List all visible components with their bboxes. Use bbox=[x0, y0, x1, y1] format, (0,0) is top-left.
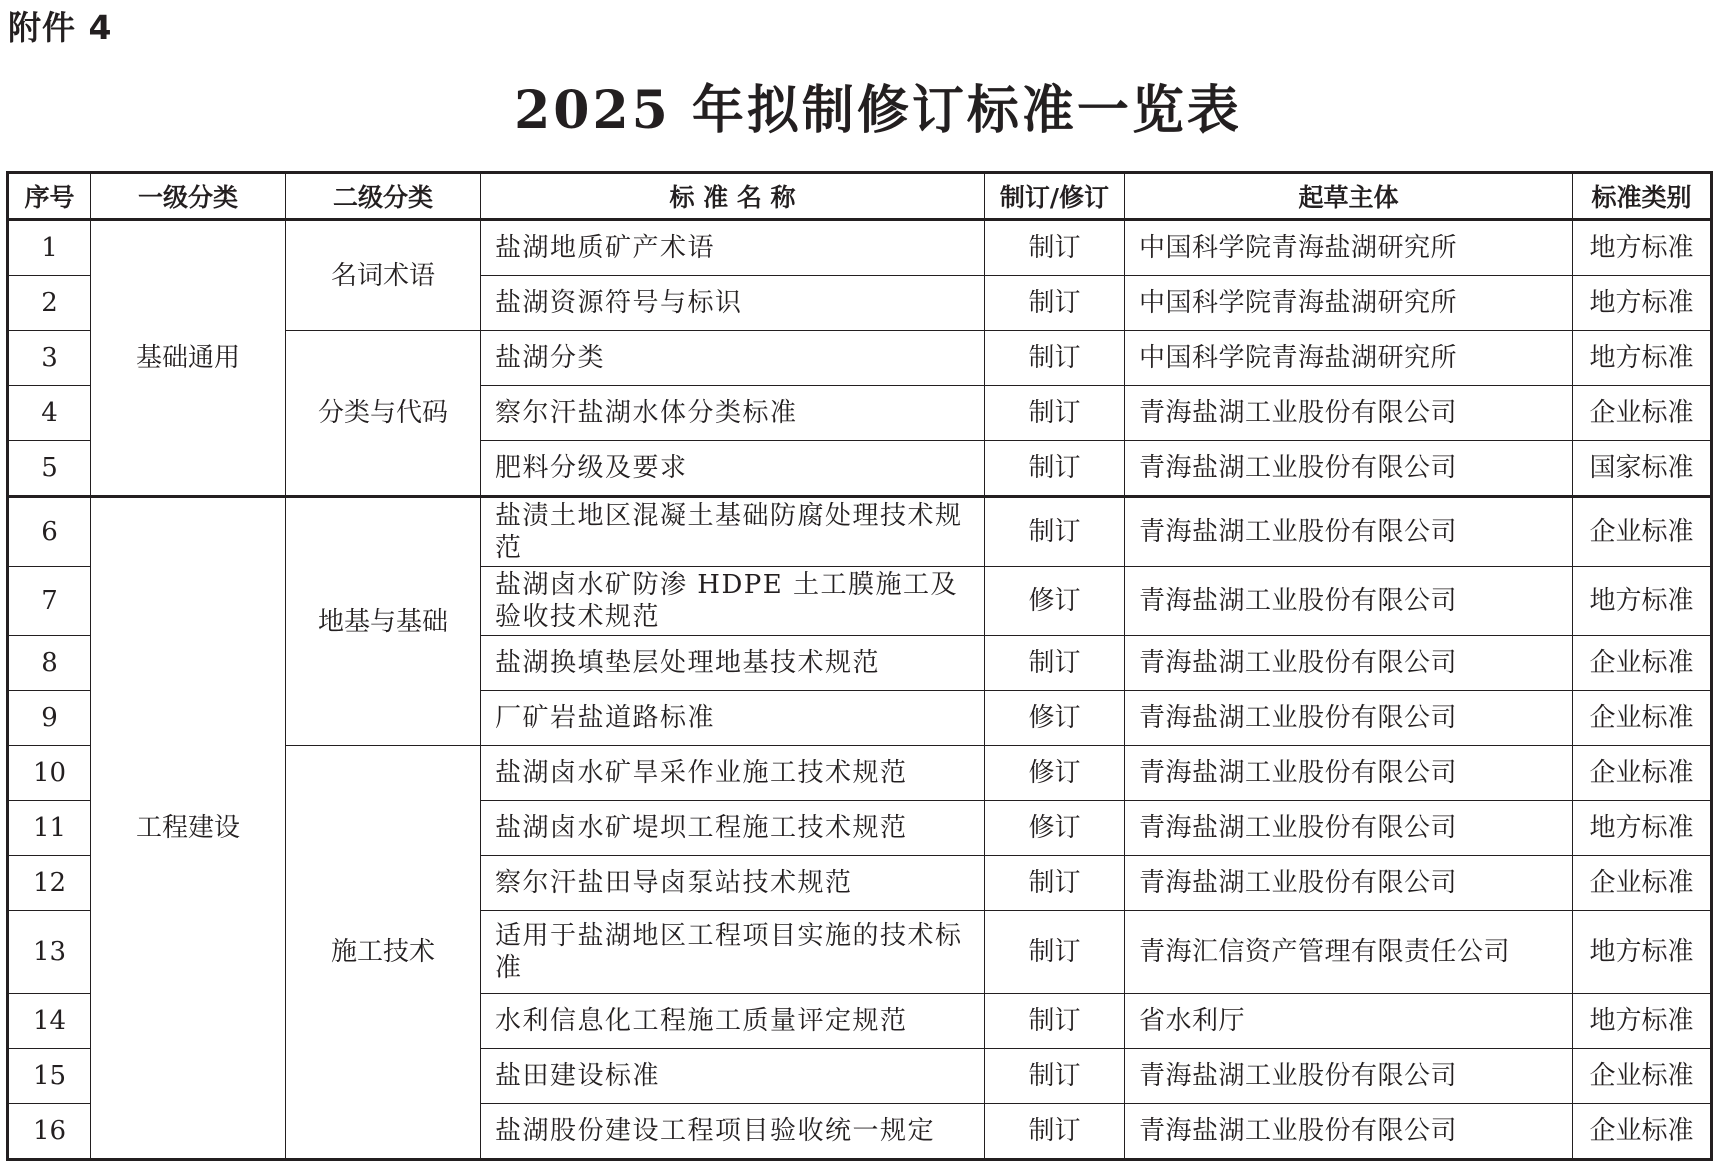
cell-level1-category: 工程建设 bbox=[91, 497, 286, 1160]
cell-org: 青海盐湖工业股份有限公司 bbox=[1125, 636, 1573, 691]
standards-table bbox=[6, 171, 1713, 1161]
cell-standard-name: 盐湖换填垫层处理地基技术规范 bbox=[481, 636, 985, 691]
cell-no: 16 bbox=[8, 1104, 91, 1160]
cell-no: 15 bbox=[8, 1049, 91, 1104]
table-header bbox=[8, 173, 1712, 220]
cell-no: 4 bbox=[8, 386, 91, 441]
cell-kind: 地方标准 bbox=[1573, 994, 1712, 1049]
cell-standard-name: 盐湖卤水矿堤坝工程施工技术规范 bbox=[481, 801, 985, 856]
cell-no: 10 bbox=[8, 746, 91, 801]
cell-standard-name: 察尔汗盐湖水体分类标准 bbox=[481, 386, 985, 441]
cell-type: 制订 bbox=[985, 220, 1125, 276]
header-name: 标 准 名 称 bbox=[481, 173, 985, 220]
cell-org: 青海盐湖工业股份有限公司 bbox=[1125, 386, 1573, 441]
cell-org: 青海盐湖工业股份有限公司 bbox=[1125, 497, 1573, 567]
cell-type: 修订 bbox=[985, 691, 1125, 746]
cell-no: 3 bbox=[8, 331, 91, 386]
cell-standard-name: 盐渍土地区混凝土基础防腐处理技术规范 bbox=[481, 497, 985, 567]
cell-no: 6 bbox=[8, 497, 91, 567]
cell-kind: 企业标准 bbox=[1573, 1104, 1712, 1160]
cell-standard-name: 适用于盐湖地区工程项目实施的技术标准 bbox=[481, 911, 985, 994]
cell-no: 12 bbox=[8, 856, 91, 911]
cell-kind: 地方标准 bbox=[1573, 331, 1712, 386]
cell-type: 制订 bbox=[985, 856, 1125, 911]
cell-no: 5 bbox=[8, 441, 91, 497]
table-row bbox=[8, 220, 1712, 276]
document-title: 2025 年拟制修订标准一览表 bbox=[514, 80, 1242, 141]
cell-level1-category: 基础通用 bbox=[91, 220, 286, 497]
cell-org: 青海盐湖工业股份有限公司 bbox=[1125, 1049, 1573, 1104]
cell-standard-name: 水利信息化工程施工质量评定规范 bbox=[481, 994, 985, 1049]
cell-type: 制订 bbox=[985, 636, 1125, 691]
cell-no: 2 bbox=[8, 276, 91, 331]
cell-no: 9 bbox=[8, 691, 91, 746]
cell-level2-category: 施工技术 bbox=[286, 746, 481, 1160]
cell-type: 制订 bbox=[985, 994, 1125, 1049]
cell-type: 制订 bbox=[985, 497, 1125, 567]
cell-kind: 地方标准 bbox=[1573, 801, 1712, 856]
cell-level2-category: 分类与代码 bbox=[286, 331, 481, 497]
cell-standard-name: 盐湖卤水矿旱采作业施工技术规范 bbox=[481, 746, 985, 801]
header-org: 起草主体 bbox=[1125, 173, 1573, 220]
cell-org: 青海汇信资产管理有限责任公司 bbox=[1125, 911, 1573, 994]
cell-org: 青海盐湖工业股份有限公司 bbox=[1125, 441, 1573, 497]
header-no: 序号 bbox=[8, 173, 91, 220]
cell-standard-name: 盐湖股份建设工程项目验收统一规定 bbox=[481, 1104, 985, 1160]
cell-standard-name: 肥料分级及要求 bbox=[481, 441, 985, 497]
cell-type: 制订 bbox=[985, 1049, 1125, 1104]
header-level1: 一级分类 bbox=[91, 173, 286, 220]
cell-kind: 企业标准 bbox=[1573, 856, 1712, 911]
table-row bbox=[8, 497, 1712, 567]
cell-standard-name: 盐湖资源符号与标识 bbox=[481, 276, 985, 331]
cell-kind: 企业标准 bbox=[1573, 691, 1712, 746]
cell-org: 青海盐湖工业股份有限公司 bbox=[1125, 856, 1573, 911]
cell-type: 制订 bbox=[985, 441, 1125, 497]
cell-org: 省水利厅 bbox=[1125, 994, 1573, 1049]
cell-no: 14 bbox=[8, 994, 91, 1049]
cell-org: 中国科学院青海盐湖研究所 bbox=[1125, 331, 1573, 386]
cell-org: 青海盐湖工业股份有限公司 bbox=[1125, 801, 1573, 856]
cell-standard-name: 察尔汗盐田导卤泵站技术规范 bbox=[481, 856, 985, 911]
cell-kind: 企业标准 bbox=[1573, 386, 1712, 441]
cell-kind: 地方标准 bbox=[1573, 567, 1712, 636]
header-level2: 二级分类 bbox=[286, 173, 481, 220]
cell-type: 制订 bbox=[985, 331, 1125, 386]
cell-no: 13 bbox=[8, 911, 91, 994]
cell-no: 11 bbox=[8, 801, 91, 856]
cell-kind: 企业标准 bbox=[1573, 497, 1712, 567]
cell-level2-category: 地基与基础 bbox=[286, 497, 481, 746]
cell-org: 青海盐湖工业股份有限公司 bbox=[1125, 567, 1573, 636]
cell-standard-name: 盐田建设标准 bbox=[481, 1049, 985, 1104]
cell-standard-name: 盐湖卤水矿防渗 HDPE 土工膜施工及验收技术规范 bbox=[481, 567, 985, 636]
attachment-label: 附件 4 bbox=[8, 8, 113, 47]
cell-kind: 国家标准 bbox=[1573, 441, 1712, 497]
cell-no: 7 bbox=[8, 567, 91, 636]
cell-org: 中国科学院青海盐湖研究所 bbox=[1125, 276, 1573, 331]
cell-no: 1 bbox=[8, 220, 91, 276]
cell-org: 青海盐湖工业股份有限公司 bbox=[1125, 691, 1573, 746]
cell-type: 制订 bbox=[985, 911, 1125, 994]
cell-standard-name: 厂矿岩盐道路标准 bbox=[481, 691, 985, 746]
cell-kind: 企业标准 bbox=[1573, 746, 1712, 801]
cell-type: 制订 bbox=[985, 1104, 1125, 1160]
cell-kind: 地方标准 bbox=[1573, 911, 1712, 994]
cell-type: 修订 bbox=[985, 567, 1125, 636]
cell-type: 修订 bbox=[985, 746, 1125, 801]
cell-type: 制订 bbox=[985, 386, 1125, 441]
cell-standard-name: 盐湖地质矿产术语 bbox=[481, 220, 985, 276]
cell-standard-name: 盐湖分类 bbox=[481, 331, 985, 386]
cell-level2-category: 名词术语 bbox=[286, 220, 481, 331]
cell-kind: 地方标准 bbox=[1573, 220, 1712, 276]
cell-org: 青海盐湖工业股份有限公司 bbox=[1125, 746, 1573, 801]
cell-kind: 企业标准 bbox=[1573, 636, 1712, 691]
cell-type: 修订 bbox=[985, 801, 1125, 856]
cell-type: 制订 bbox=[985, 276, 1125, 331]
header-type: 制订/修订 bbox=[985, 173, 1125, 220]
cell-kind: 企业标准 bbox=[1573, 1049, 1712, 1104]
cell-org: 中国科学院青海盐湖研究所 bbox=[1125, 220, 1573, 276]
cell-no: 8 bbox=[8, 636, 91, 691]
cell-kind: 地方标准 bbox=[1573, 276, 1712, 331]
cell-org: 青海盐湖工业股份有限公司 bbox=[1125, 1104, 1573, 1160]
header-kind: 标准类别 bbox=[1573, 173, 1712, 220]
